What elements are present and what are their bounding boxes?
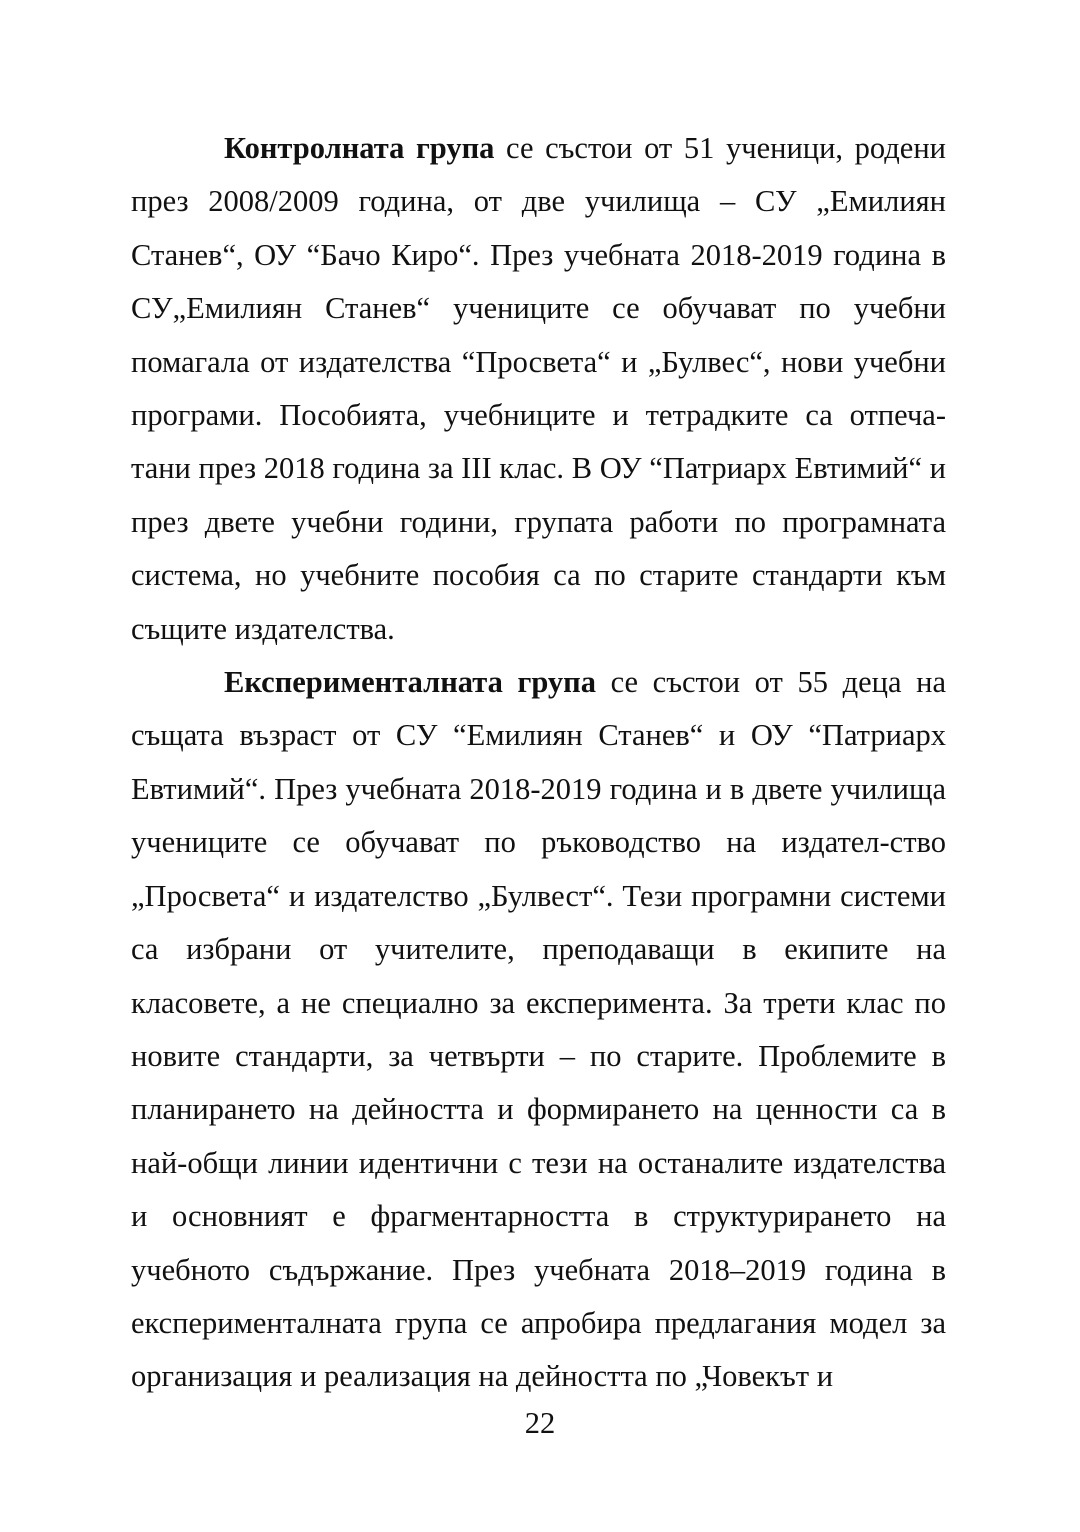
- paragraph-control-group: [131, 122, 946, 656]
- body-text: [131, 122, 946, 1404]
- term-experimental-group: Експерименталната група: [224, 665, 596, 700]
- paragraph-text: се състои от 55 деца на същата възраст от СУ “Емилиян Станев“ и ОУ “Патриарх Евтимий“. През учебната 2018-2019 година и в двете училища учениците се обучават по ръководство на издател-ство „Просвета“ и издателство „Булвест“. Тези програмни системи са избрани от учителите, преподаващи в екипите на класовете, а не специално за експеримента. За трети клас по новите стандарти, за четвърти – по старите. Проблемите в планирането на дейността и формирането на ценности са в най-общи линии идентични с тези на останалите издателства и основният е фрагментарността в структурирането на учебното съдържание. През учебната 2018–2019 година в експерименталната група се апробира предлагания модел за организация и реализация на дейността по „Човекът и: [131, 665, 946, 1394]
- paragraph-text: се състои от 51 ученици, родени през 2008/2009 година, от две училища – СУ „Емилиян Станев“, ОУ “Бачо Киро“. През учебната 2018-2019 година в СУ„Емилиян Станев“ учениците се обучават по учебни помагала от издателства “Просвета“ и „Булвес“, нови учебни програми. Пособията, учебниците и тетрадките са отпеча-тани през 2018 година за III клас. В ОУ “Патриарх Евтимий“ и през двете учебни години, групата работи по програмната система, но учебните пособия са по старите стандарти към същите издателства.: [131, 131, 946, 646]
- page-number: 22: [524, 1406, 556, 1440]
- term-control-group: Контролната група: [224, 131, 495, 165]
- paragraph-experimental-group: [131, 656, 946, 1404]
